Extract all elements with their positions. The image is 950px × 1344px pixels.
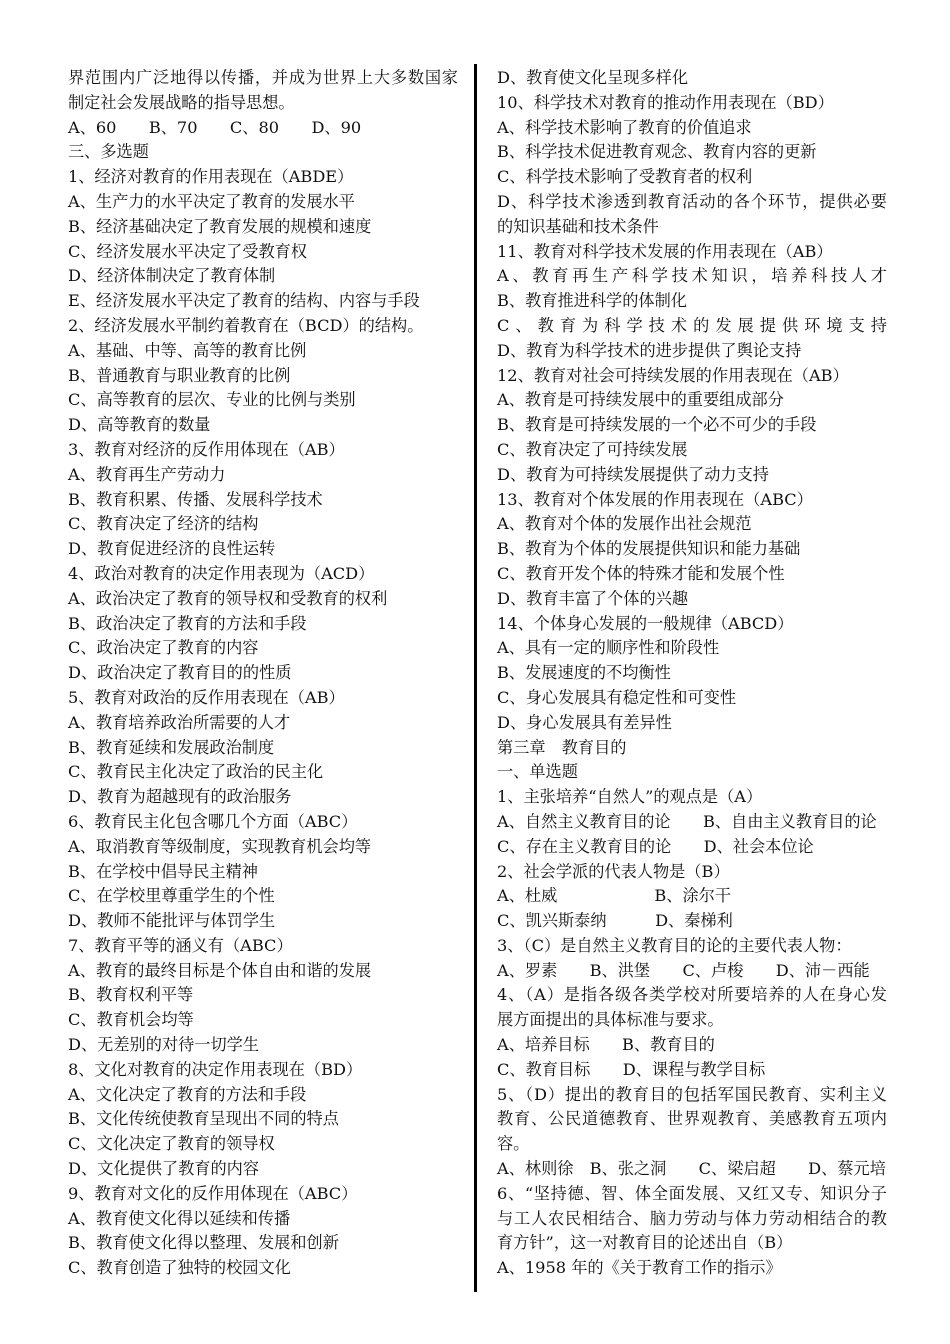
text-line: 第三章 教育目的 bbox=[497, 737, 627, 757]
text-line: 11、教育对科学技术发展的作用表现在（AB） bbox=[497, 241, 833, 261]
text-line: 一、单选题 bbox=[497, 762, 578, 782]
text-line: B、教育权利平等 bbox=[68, 985, 194, 1005]
text-line: B、在学校中倡导民主精神 bbox=[68, 861, 258, 881]
text-line: 13、教育对个体发展的作用表现在（ABC） bbox=[497, 489, 813, 509]
text-line: C、政治决定了教育的内容 bbox=[68, 638, 259, 658]
text-line: A、教育对个体的发展作出社会规范 bbox=[497, 514, 752, 534]
text-line: 2、经济发展水平制约着教育在（BCD）的结构。 bbox=[68, 315, 424, 335]
text-line: A、具有一定的顺序性和阶段性 bbox=[497, 638, 720, 658]
text-line: D、无差别的对待一切学生 bbox=[68, 1035, 260, 1055]
text-line: B、教育延续和发展政治制度 bbox=[68, 737, 275, 757]
column-divider bbox=[474, 64, 477, 1292]
text-line: 12、教育对社会可持续发展的作用表现在（AB） bbox=[497, 365, 849, 385]
text-line: 育方针”，这一对教育目的论述出自（B） bbox=[497, 1233, 793, 1253]
text-line: A、1958 年的《关于教育工作的指示》 bbox=[497, 1258, 782, 1278]
text-line: 界范围内广泛地得以传播，并成为世界上大多数国家 bbox=[68, 68, 458, 87]
text-line: D、教育为科学技术的进步提供了舆论支持 bbox=[497, 340, 802, 360]
text-line: D、文化提供了教育的内容 bbox=[68, 1159, 260, 1179]
text-line: 5、教育对政治的反作用表现在（AB） bbox=[68, 687, 345, 707]
text-line: C、经济发展水平决定了受教育权 bbox=[68, 241, 308, 261]
text-line: 容。 bbox=[497, 1134, 530, 1154]
text-line: 3、教育对经济的反作用体现在（AB） bbox=[68, 439, 345, 459]
text-line: B、科学技术促进教育观念、教育内容的更新 bbox=[497, 142, 817, 162]
text-line: 三、多选题 bbox=[68, 142, 149, 162]
text-line: 制定社会发展战略的指导思想。 bbox=[68, 92, 295, 112]
text-line: D、教育为可持续发展提供了动力支持 bbox=[497, 464, 769, 484]
text-line: B、教育为个体的发展提供知识和能力基础 bbox=[497, 539, 801, 559]
text-line: C、教育为科学技术的发展提供环境支持 bbox=[497, 315, 887, 335]
text-line: 9、教育对文化的反作用体现在（ABC） bbox=[68, 1183, 358, 1203]
right-column bbox=[497, 66, 887, 1281]
text-line: C、凯兴斯泰纳 D、秦梯利 bbox=[497, 911, 733, 931]
text-line: D、身心发展具有差异性 bbox=[497, 712, 672, 732]
text-line: A、自然主义教育目的论 B、自由主义教育目的论 bbox=[497, 811, 877, 831]
text-line: A、政治决定了教育的领导权和受教育的权利 bbox=[68, 588, 388, 608]
text-line: 6、教育民主化包含哪几个方面（ABC） bbox=[68, 811, 358, 831]
text-line: A、基础、中等、高等的教育比例 bbox=[68, 340, 307, 360]
text-line: D、教育为超越现有的政治服务 bbox=[68, 787, 292, 807]
text-line: A、60 B、70 C、80 D、90 bbox=[68, 117, 362, 137]
text-line: 与工人农民相结合、脑力劳动与体力劳动相结合的教 bbox=[497, 1208, 887, 1228]
text-line: B、发展速度的不均衡性 bbox=[497, 663, 671, 683]
text-line: C、高等教育的层次、专业的比例与类别 bbox=[68, 390, 356, 410]
text-line: D、高等教育的数量 bbox=[68, 415, 211, 435]
text-line: E、经济发展水平决定了教育的结构、内容与手段 bbox=[68, 291, 420, 311]
text-line: A、文化决定了教育的方法和手段 bbox=[68, 1084, 307, 1104]
text-line: 2、社会学派的代表人物是（B） bbox=[497, 861, 730, 881]
text-line: A、林则徐 B、张之洞 C、梁启超 D、蔡元培 bbox=[497, 1159, 886, 1179]
text-line: C、教育目标 D、课程与教学目标 bbox=[497, 1059, 766, 1079]
text-line: B、政治决定了教育的方法和手段 bbox=[68, 613, 307, 633]
text-line: 4、（A）是指各级各类学校对所要培养的人在身心发 bbox=[497, 985, 887, 1005]
text-line: C、教育民主化决定了政治的民主化 bbox=[68, 762, 324, 782]
text-line: A、教育是可持续发展中的重要组成部分 bbox=[497, 390, 784, 410]
text-line: D、教育丰富了个体的兴趣 bbox=[497, 588, 689, 608]
text-line: D、经济体制决定了教育体制 bbox=[68, 266, 276, 286]
text-line: A、教育的最终目标是个体自由和谐的发展 bbox=[68, 960, 372, 980]
text-line: 教育、公民道德教育、世界观教育、美感教育五项内 bbox=[497, 1109, 887, 1129]
text-line: C、科学技术影响了受教育者的权利 bbox=[497, 167, 753, 187]
text-line: A、教育再生产劳动力 bbox=[68, 464, 226, 484]
text-line: C、身心发展具有稳定性和可变性 bbox=[497, 687, 737, 707]
text-line: C、教育决定了经济的结构 bbox=[68, 514, 259, 534]
text-line: 3、（C）是自然主义教育目的论的主要代表人物： bbox=[497, 935, 852, 955]
text-line: B、教育是可持续发展的一个必不可少的手段 bbox=[497, 415, 817, 435]
text-line: 5、（D）提出的教育目的包括军国民教育、实利主义 bbox=[497, 1084, 887, 1104]
text-line: 4、政治对教育的决定作用表现为（ACD） bbox=[68, 563, 375, 583]
text-line: D、教育使文化呈现多样化 bbox=[497, 68, 689, 87]
text-line: C、存在主义教育目的论 D、社会本位论 bbox=[497, 836, 814, 856]
text-line: D、政治决定了教育目的的性质 bbox=[68, 663, 292, 683]
text-line: 10、科学技术对教育的推动作用表现在（BD） bbox=[497, 92, 834, 112]
text-line: 1、经济对教育的作用表现在（ABDE） bbox=[68, 167, 354, 187]
text-line: D、教育促进经济的良性运转 bbox=[68, 539, 276, 559]
text-line: D、科学技术渗透到教育活动的各个环节，提供必要 bbox=[497, 191, 887, 211]
text-line: A、生产力的水平决定了教育的发展水平 bbox=[68, 191, 355, 211]
text-line: C、教育开发个体的特殊才能和发展个性 bbox=[497, 563, 785, 583]
text-line: A、培养目标 B、教育目的 bbox=[497, 1035, 715, 1055]
text-line: A、教育使文化得以延续和传播 bbox=[68, 1208, 291, 1228]
text-line: 展方面提出的具体标准与要求。 bbox=[497, 1010, 724, 1030]
text-line: 的知识基础和技术条件 bbox=[497, 216, 659, 236]
text-line: C、文化决定了教育的领导权 bbox=[68, 1134, 275, 1154]
text-line: B、经济基础决定了教育发展的规模和速度 bbox=[68, 216, 372, 236]
text-line: B、教育使文化得以整理、发展和创新 bbox=[68, 1233, 339, 1253]
text-line: 6、“坚持德、智、体全面发展、又红又专、知识分子 bbox=[497, 1183, 887, 1203]
text-line: B、教育推进科学的体制化 bbox=[497, 291, 687, 311]
text-line: C、在学校里尊重学生的个性 bbox=[68, 886, 275, 906]
text-line: A、教育再生产科学技术知识，培养科技人才 bbox=[497, 266, 887, 286]
text-line: C、教育决定了可持续发展 bbox=[497, 439, 688, 459]
text-line: A、科学技术影响了教育的价值追求 bbox=[497, 117, 752, 137]
text-line: B、教育积累、传播、发展科学技术 bbox=[68, 489, 323, 509]
text-line: 1、主张培养“自然人”的观点是（A） bbox=[497, 787, 763, 807]
text-line: 14、个体身心发展的一般规律（ABCD） bbox=[497, 613, 794, 633]
text-line: A、罗素 B、洪堡 C、卢梭 D、沛－西能 bbox=[497, 960, 870, 980]
text-line: A、取消教育等级制度，实现教育机会均等 bbox=[68, 836, 372, 856]
text-line: C、教育机会均等 bbox=[68, 1010, 194, 1030]
text-line: B、普通教育与职业教育的比例 bbox=[68, 365, 291, 385]
text-line: A、杜威 B、涂尔干 bbox=[497, 886, 732, 906]
left-column bbox=[68, 66, 458, 1281]
text-line: C、教育创造了独特的校园文化 bbox=[68, 1258, 291, 1278]
text-line: A、教育培养政治所需要的人才 bbox=[68, 712, 291, 732]
text-line: D、教师不能批评与体罚学生 bbox=[68, 911, 276, 931]
text-line: B、文化传统使教育呈现出不同的特点 bbox=[68, 1109, 339, 1129]
text-line: 7、教育平等的涵义有（ABC） bbox=[68, 935, 293, 955]
text-line: 8、文化对教育的决定作用表现在（BD） bbox=[68, 1059, 363, 1079]
